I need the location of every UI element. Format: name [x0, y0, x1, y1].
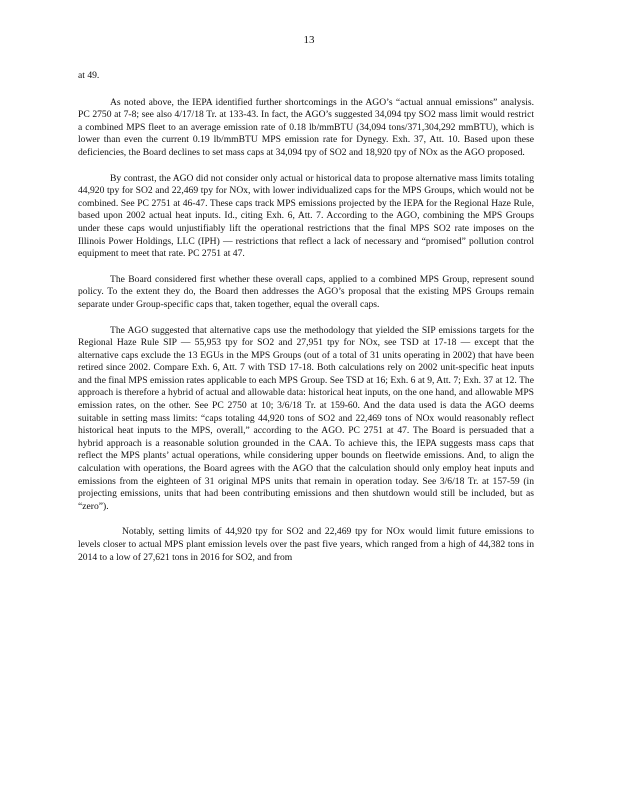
paragraph: at 49. [78, 70, 100, 81]
paragraph: By contrast, the AGO did not consider only actual or historical data to propose alternative mass limits totaling 44,920 tpy for SO2 and 22,469 tpy for NOx, with lower individualized caps for the MPS Groups, which would not be combined. See PC 2751 at 46-47. These caps track MPS emissions projected by the IEPA for the Regional Haze Rule, based upon 2002 actual heat inputs. Id., citing Exh. 6, Att. 7. According to the AGO, combining the MPS Groups under these caps would unjustifiably lift the operational restrictions that the final MPS SO2 rate imposes on the Illinois Power Holdings, LLC (IPH) — restrictions that reflect a lack of necessary and “promised” pollution control equipment to meet that rate. PC 2751 at 47. [78, 172, 534, 260]
paragraph: The Board considered first whether these overall caps, applied to a combined MPS Group, represent sound policy. To the extent they do, the Board then addresses the AGO’s proposal that the existing MPS Groups remain separate under Group-specific caps that, taken together, equal the overall caps. [78, 273, 534, 310]
paragraph: As noted above, the IEPA identified further shortcomings in the AGO’s “actual annual emissions” analysis. PC 2750 at 7-8; see also 4/17/18 Tr. at 133-43. In fact, the AGO’s suggested 34,094 tpy SO2 mass limit would restrict a combined MPS fleet to an average emission rate of 0.18 lb/mmBTU (34,094 tons/371,304,292 mmBTU), which is lower than even the current 0.19 lb/mmBTU MPS emission rate for Dynegy. Exh. 37, Att. 10. Based upon these deficiencies, the Board declines to set mass caps at 34,094 tpy of SO2 and 18,920 tpy of NOx as the AGO proposed. [78, 96, 534, 158]
body-text [78, 70, 534, 577]
paragraph: Notably, setting limits of 44,920 tpy for SO2 and 22,469 tpy for NOx would limit future emissions to levels closer to actual MPS plant emission levels over the past five years, which ranged from a high of 44,382 tons in 2014 to a low of 27,621 tons in 2016 for SO2, and from [78, 526, 534, 563]
page-number: 13 [303, 34, 315, 46]
paragraph: The AGO suggested that alternative caps use the methodology that yielded the SIP emissions targets for the Regional Haze Rule SIP — 55,953 tpy for SO2 and 27,951 tpy for NOx, see TSD at 17-18 — except that the alternative caps exclude the 13 EGUs in the MPS Groups (out of a total of 31 units operating in 2002) that have been retired since 2002. Compare Exh. 6, Att. 7 with TSD 17-18. Both calculations rely on 2002 unit-specific heat inputs and the final MPS emission rates applicable to each MPS Group. See TSD at 16; Exh. 6 at 9, Att. 7; Exh. 37 at 12. The approach is therefore a hybrid of actual and allowable data: historical heat inputs, on the one hand, and allowable MPS emission rates, on the other. See PC 2750 at 10; 3/6/18 Tr. at 159-60. And the data used is data the AGO deems suitable in setting mass limits: “caps totaling 44,920 tons of SO2 and 22,469 tons of NOx would reasonably reflect historical heat inputs to the MPS, overall,” according to the AGO. PC 2751 at 47. The Board is persuaded that a hybrid approach is a reasonable solution grounded in the CAA. To achieve this, the IEPA suggests mass caps that reflect the MPS plants’ actual operations, while considering upper bounds on fleetwide emissions. And, to align the calculation with operations, the Board agrees with the AGO that the calculation should only employ heat inputs and emissions from the eighteen of 31 original MPS units that remain in operation today. See 3/6/18 Tr. at 157-59 (in projecting emissions, units that had been contributing emissions and then shutdown would still be included, but as “zero”). [78, 324, 534, 512]
